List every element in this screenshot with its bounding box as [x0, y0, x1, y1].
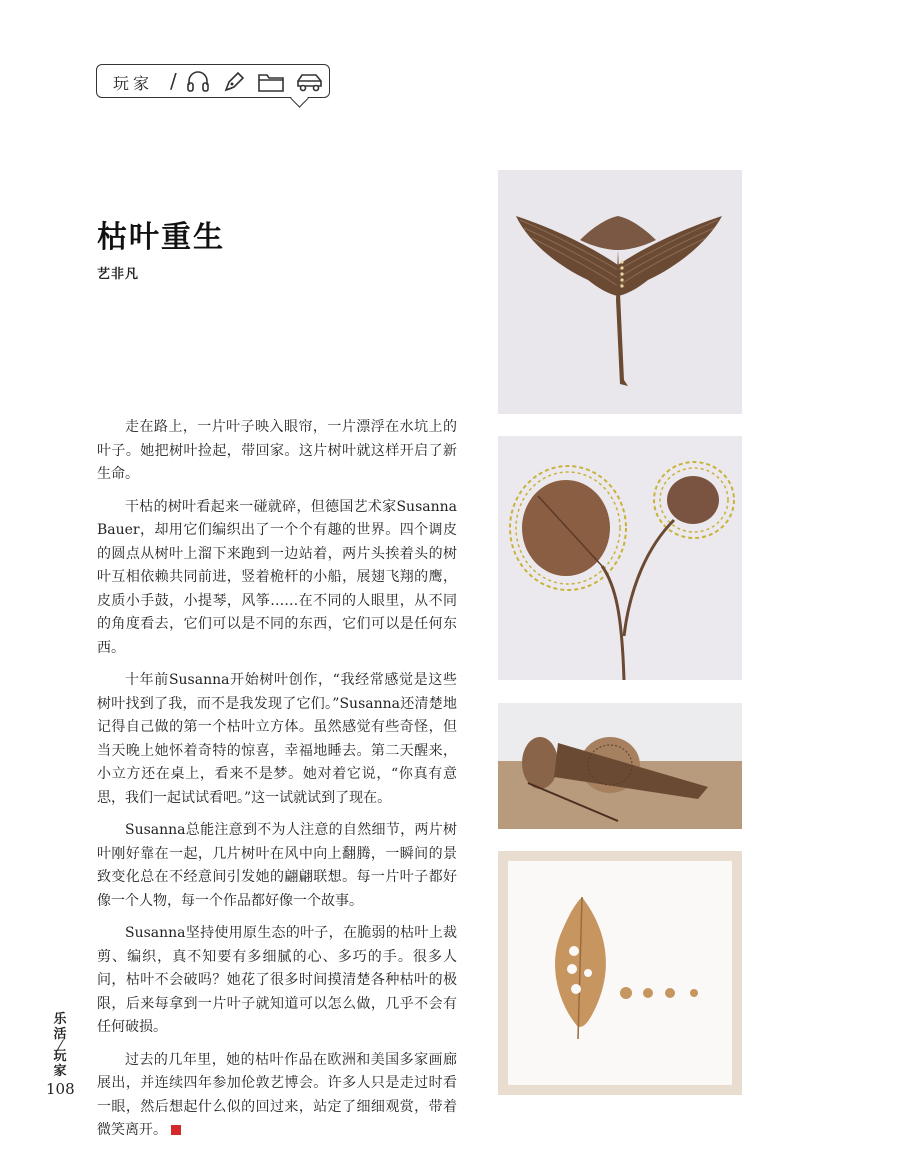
paragraph-last-text: 过去的几年里，她的枯叶作品在欧洲和美国多家画廊展出，并连续四年参加伦敦艺博会。许多人只是走过时看一眼，然后想起什么似的回过来，站定了细细观赏，带着微笑离开。 [97, 1051, 457, 1138]
folder-icon [257, 69, 285, 95]
framed-leaf-image [498, 851, 742, 1095]
folio-section-b: 玩家 [53, 1049, 67, 1079]
article-author: 艺非凡 [97, 267, 140, 282]
rolled-leaves-image [498, 703, 742, 829]
pen-icon [221, 69, 247, 95]
paragraph-last [97, 1049, 457, 1143]
paragraph: 十年前Susanna开始树叶创作，“我经常感觉是这些树叶找到了我，而不是我发现了它们。”Susanna还清楚地记得自己做的第一个枯叶立方体。虽然感觉有些奇怪，但当天晚上她怀着奇特的惊喜，幸福地睡去。第二天醒来，小立方还在桌上，看来不是梦。她对着它说，“你真有意思，我们一起试试看吧。”这一试就试到了现在。 [97, 672, 457, 806]
folio-section-a: 乐活 [53, 1012, 67, 1042]
eagle-leaf-image [498, 170, 742, 414]
end-mark-icon [171, 1125, 181, 1135]
beaded-leaves-image [498, 436, 742, 680]
photo-framed-leaf [498, 851, 742, 1095]
separator-slash: / [170, 69, 177, 93]
paragraph: Susanna坚持使用原生态的叶子，在脆弱的枯叶上裁剪、编织，真不知要有多细腻的心、多巧的手。很多人问，枯叶不会破吗？她花了很多时间摸清楚各种枯叶的极限，后来每拿到一片叶子就知道可以怎么做，几乎不会有任何破损。 [97, 925, 457, 1035]
section-tag [96, 64, 330, 98]
folio-section [50, 1012, 70, 1079]
article-body [97, 416, 457, 1152]
photo-eagle-leaf [498, 170, 742, 414]
headphones-icon [185, 69, 211, 95]
photo-beaded-leaves [498, 436, 742, 680]
article-title: 枯叶重生 [97, 220, 225, 255]
paragraph: Susanna总能注意到不为人注意的自然细节，两片树叶刚好靠在一起，几片树叶在风中向上翻腾，一瞬间的景致变化总在不经意间引发她的翩翩联想。每一片叶子都好像一个人物，每一个作品都好像一个故事。 [97, 822, 457, 909]
page-number: 108 [46, 1080, 75, 1098]
photo-rolled-leaves [498, 703, 742, 829]
paragraph: 干枯的树叶看起来一碰就碎，但德国艺术家Susanna Bauer，却用它们编织出了一个个有趣的世界。四个调皮的圆点从树叶上溜下来跑到一边站着，两片头挨着头的树叶互相依赖共同前进，竖着桅杆的小船，展翅飞翔的鹰，皮质小手鼓，小提琴，风筝……在不同的人眼里，从不同的角度看去，它们可以是不同的东西，它们可以是任何东西。 [97, 498, 457, 656]
section-label: 玩家 [113, 74, 154, 93]
paragraph: 走在路上，一片叶子映入眼帘，一片漂浮在水坑上的叶子。她把树叶捡起，带回家。这片树叶就这样开启了新生命。 [97, 419, 457, 482]
